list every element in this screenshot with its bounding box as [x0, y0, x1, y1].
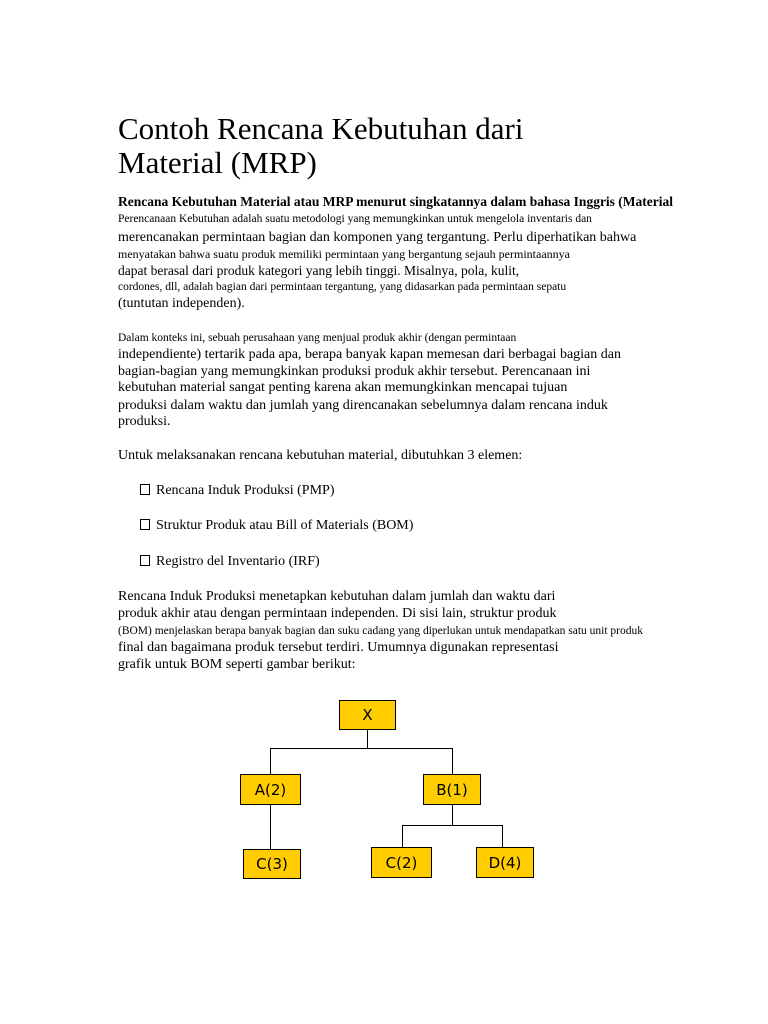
bullet-box-icon: [140, 555, 150, 566]
paragraph-1-line: dapat berasal dari produk kategori yang lebih tinggi. Misalnya, pola, kulit,: [118, 263, 520, 278]
paragraph-1-line: Perencanaan Kebutuhan adalah suatu metodologi yang memungkinkan untuk mengelola inventaris dan: [118, 213, 592, 225]
bullet-item: [140, 554, 320, 570]
paragraph-1-line: cordones, dll, adalah bagian dari permintaan tergantung, yang didasarkan pada permintaan sepatu: [118, 281, 567, 293]
document-title: [118, 112, 678, 180]
bom-node-c-under-a: C(3): [243, 849, 301, 879]
paragraph-2-line: produksi.: [118, 414, 171, 429]
connector-level1-horizontal: [270, 748, 453, 749]
paragraph-3-line: final dan bagaimana produk tersebut terdiri. Umumnya digunakan representasi: [118, 640, 559, 655]
paragraph-1-line: (tuntutan independen).: [118, 296, 245, 311]
title-line-1: Contoh Rencana Kebutuhan dari: [118, 111, 524, 146]
bullet-item-label: Rencana Induk Produksi (PMP): [156, 483, 335, 498]
connector-a-to-c: [270, 805, 271, 849]
paragraph-2-line: independiente) tertarik pada apa, berapa banyak kapan memesan dari berbagai bagian dan: [118, 347, 621, 362]
paragraph-2-line: bagian-bagian yang memungkinkan produksi produk akhir tersebut. Perencanaan ini: [118, 364, 591, 379]
paragraph-2-line: produksi dalam waktu dan jumlah yang direncanakan sebelumnya dalam rencana induk: [118, 398, 608, 413]
bullet-item: [140, 518, 413, 534]
connector-to-c2: [402, 825, 403, 847]
bom-node-a: A(2): [240, 774, 301, 805]
bullet-item-label: Struktur Produk atau Bill of Materials (BOM): [156, 518, 414, 533]
bom-node-root: X: [339, 700, 396, 730]
paragraph-2-line: kebutuhan material sangat penting karena akan memungkinkan mencapai tujuan: [118, 380, 568, 395]
bom-node-c-under-b: C(2): [371, 847, 432, 878]
bullet-box-icon: [140, 519, 150, 530]
elements-intro: Untuk melaksanakan rencana kebutuhan material, dibutuhkan 3 elemen:: [118, 448, 523, 463]
paragraph-2-line: Dalam konteks ini, sebuah perusahaan yang menjual produk akhir (dengan permintaan: [118, 332, 517, 344]
connector-to-d: [502, 825, 503, 847]
bom-node-d: D(4): [476, 847, 534, 878]
connector-to-a: [270, 748, 271, 774]
bullet-item: [140, 483, 335, 499]
bullet-item-label: Registro del Inventario (IRF): [156, 554, 320, 569]
bullet-box-icon: [140, 484, 150, 495]
paragraph-1-line: merencanakan permintaan bagian dan komponen yang tergantung. Perlu diperhatikan bahwa: [118, 230, 637, 245]
paragraph-3-line: (BOM) menjelaskan berapa banyak bagian dan suku cadang yang diperlukan untuk mendapatkan satu unit produk: [118, 625, 644, 637]
paragraph-3-line: Rencana Induk Produksi menetapkan kebutuhan dalam jumlah dan waktu dari: [118, 589, 556, 604]
connector-to-b: [452, 748, 453, 774]
paragraph-3-line: grafik untuk BOM seperti gambar berikut:: [118, 657, 356, 672]
connector-level2-horizontal: [402, 825, 503, 826]
connector-b-down: [452, 805, 453, 826]
paragraph-1-line: menyatakan bahwa suatu produk memiliki permintaan yang bergantung sejauh permintaannya: [118, 247, 570, 261]
intro-bold-line: Rencana Kebutuhan Material atau MRP menurut singkatannya dalam bahasa Inggris (Material: [118, 194, 674, 209]
connector-root-down: [367, 730, 368, 749]
bom-node-b: B(1): [423, 774, 481, 805]
title-line-2: Material (MRP): [118, 145, 317, 180]
paragraph-3-line: produk akhir atau dengan permintaan independen. Di sisi lain, struktur produk: [118, 606, 557, 621]
